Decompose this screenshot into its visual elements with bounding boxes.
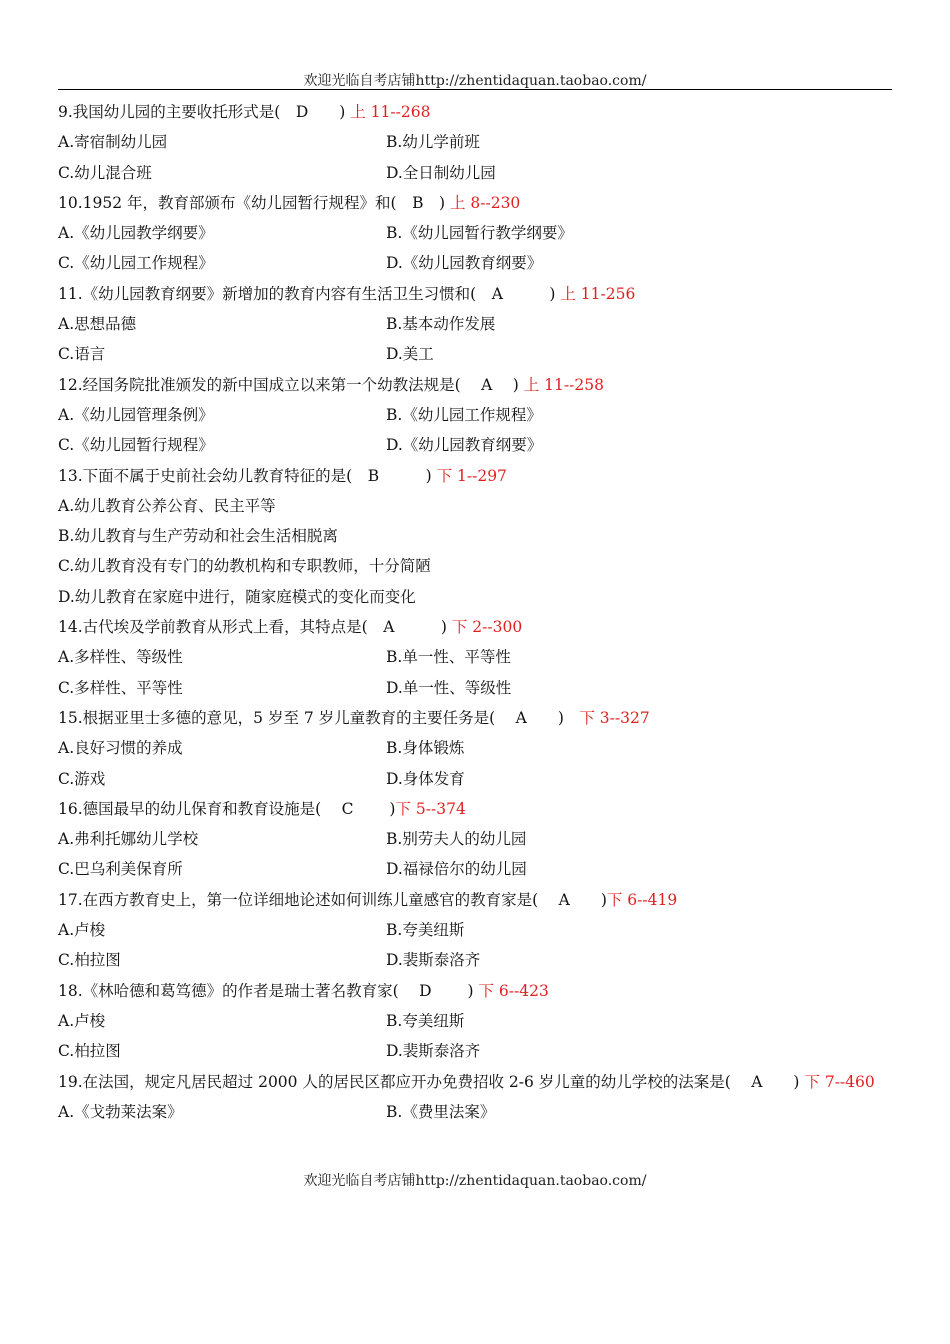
question-text: 18.《林哈德和葛笃德》的作者是瑞士著名教育家( D ): [58, 981, 474, 1000]
option: B.单一性、平等性: [386, 648, 511, 667]
question-stem: [58, 188, 892, 218]
page-reference: 下 3--327: [563, 708, 650, 727]
page-reference: 上 11--268: [345, 103, 431, 121]
option: C.幼儿混合班: [58, 163, 152, 182]
option-row: [58, 309, 892, 339]
question-stem: [58, 885, 892, 915]
question-stem: [58, 461, 892, 491]
option: B.幼儿学前班: [386, 133, 480, 152]
option-row: [58, 521, 892, 551]
question-stem: [58, 1067, 892, 1097]
option: C.巴乌利美保育所: [58, 860, 183, 879]
page-reference: 上 11-256: [555, 284, 636, 303]
option: B.身体锻炼: [386, 739, 465, 758]
option: C.柏拉图: [58, 1042, 121, 1061]
option-row: [58, 582, 892, 612]
option-row: [58, 824, 892, 854]
question-stem: [58, 612, 892, 642]
question-stem: [58, 703, 892, 733]
option-row: [58, 854, 892, 884]
option: D.身体发育: [386, 769, 465, 788]
question-text: 17.在西方教育史上，第一位详细地论述如何训练儿童感官的教育家是( A ): [58, 890, 607, 909]
option: D.裴斯泰洛齐: [386, 951, 481, 970]
option: A.卢梭: [58, 921, 106, 940]
option: D.单一性、等级性: [386, 678, 512, 697]
option-row: [58, 218, 892, 248]
option-row: [58, 1006, 892, 1036]
option: B.基本动作发展: [386, 315, 496, 334]
page-reference: 下 6--423: [473, 981, 549, 1000]
option: B.《费里法案》: [386, 1102, 496, 1121]
option-row: [58, 491, 892, 521]
option: C.语言: [58, 345, 106, 364]
option-row: [58, 733, 892, 763]
option: C.幼儿教育没有专门的幼教机构和专职教师，十分简陋: [58, 557, 431, 576]
option-row: [58, 127, 892, 157]
page-reference: 下 2--300: [446, 618, 523, 637]
question-text: 10.1952 年，教育部颁布《幼儿园暂行规程》和( B ): [58, 193, 446, 212]
option: A.多样性、等级性: [58, 648, 183, 667]
option-row: [58, 915, 892, 945]
option: A.弗利托娜幼儿学校: [58, 830, 199, 849]
option: B.《幼儿园工作规程》: [386, 405, 542, 424]
option-row: [58, 945, 892, 975]
page-reference: 下 7--460: [799, 1072, 875, 1091]
page-reference: 下 6--419: [606, 890, 678, 909]
question-text: 9.我国幼儿园的主要收托形式是( D ): [58, 103, 346, 121]
question-stem: [58, 794, 892, 824]
option: D.《幼儿园教育纲要》: [386, 254, 543, 273]
option-row: [58, 430, 892, 460]
question-text: 13.下面不属于史前社会幼儿教育特征的是( B ): [58, 466, 432, 485]
option-row: [58, 642, 892, 672]
question-list: [58, 97, 892, 1127]
question-text: 12.经国务院批准颁发的新中国成立以来第一个幼教法规是( A ): [58, 375, 519, 394]
option-row: [58, 248, 892, 278]
option-row: [58, 1036, 892, 1066]
option: D.全日制幼儿园: [386, 163, 496, 182]
option: C.柏拉图: [58, 951, 121, 970]
question-text: 16.德国最早的幼儿保育和教育设施是( C ): [58, 799, 396, 818]
option: C.《幼儿园工作规程》: [58, 254, 214, 273]
option: B.夸美纽斯: [386, 921, 465, 940]
option: D.幼儿教育在家庭中进行，随家庭模式的变化而变化: [58, 587, 416, 606]
question-text: 15.根据亚里士多德的意见，5 岁至 7 岁儿童教育的主要任务是( A ): [58, 708, 564, 727]
option: D.《幼儿园教育纲要》: [386, 436, 543, 455]
option: B.《幼儿园暂行教学纲要》: [386, 224, 573, 243]
option: A.寄宿制幼儿园: [58, 133, 168, 152]
option: B.别劳夫人的幼儿园: [386, 830, 527, 849]
option-row: [58, 764, 892, 794]
page-footer: 欢迎光临自考店铺http://zhentidaquan.taobao.com/: [303, 1173, 647, 1189]
page-reference: 下 1--297: [431, 466, 507, 485]
header-divider: [58, 89, 892, 90]
option: D.裴斯泰洛齐: [386, 1042, 481, 1061]
option: D.美工: [386, 345, 434, 364]
question-text: 19.在法国，规定凡居民超过 2000 人的居民区都应开办免费招收 2-6 岁儿童的幼儿学校的法案是( A ): [58, 1072, 800, 1091]
option: A.幼儿教育公养公育、民主平等: [58, 496, 276, 515]
option: A.思想品德: [58, 315, 137, 334]
option: C.《幼儿园暂行规程》: [58, 436, 214, 455]
page-header: 欢迎光临自考店铺http://zhentidaquan.taobao.com/: [303, 73, 647, 89]
option: C.多样性、平等性: [58, 678, 183, 697]
option: A.《幼儿园教学纲要》: [58, 224, 214, 243]
option-row: [58, 1097, 892, 1127]
page-reference: 下 5--374: [395, 799, 466, 818]
page-reference: 上 8--230: [445, 193, 521, 212]
option: C.游戏: [58, 769, 106, 788]
question-text: 14.古代埃及学前教育从形式上看，其特点是( A ): [58, 618, 447, 637]
option: A.卢梭: [58, 1011, 106, 1030]
option-row: [58, 551, 892, 581]
option-row: [58, 673, 892, 703]
option: D.福禄倍尔的幼儿园: [386, 860, 527, 879]
question-stem: [58, 279, 892, 309]
option: B.夸美纽斯: [386, 1011, 465, 1030]
option: A.良好习惯的养成: [58, 739, 183, 758]
option-row: [58, 400, 892, 430]
question-stem: [58, 370, 892, 400]
question-stem: [58, 97, 892, 127]
option-row: [58, 339, 892, 369]
page-reference: 上 11--258: [518, 375, 604, 394]
option: A.《幼儿园管理条例》: [58, 405, 214, 424]
option-row: [58, 158, 892, 188]
option: B.幼儿教育与生产劳动和社会生活相脱离: [58, 527, 338, 546]
question-text: 11.《幼儿园教育纲要》新增加的教育内容有生活卫生习惯和( A ): [58, 284, 556, 303]
question-stem: [58, 976, 892, 1006]
option: A.《戈勃莱法案》: [58, 1102, 183, 1121]
